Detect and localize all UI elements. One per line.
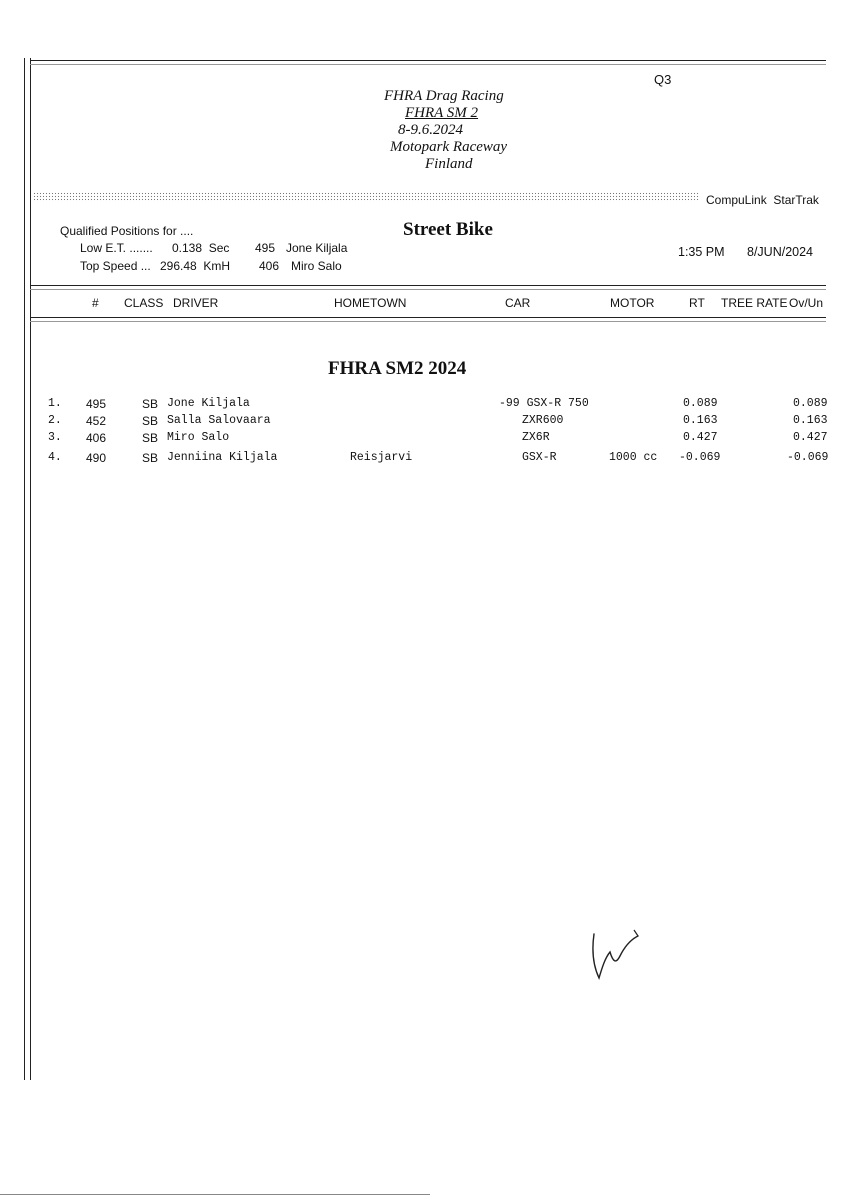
row-driver: Jone Kiljala	[167, 397, 250, 410]
row-ovun: 0.089	[793, 397, 828, 410]
col-header-hometown: HOMETOWN	[334, 296, 407, 310]
top-speed-driver: Miro Salo	[291, 259, 342, 273]
header-rule-bottom	[30, 317, 826, 318]
session-label: Q3	[654, 72, 672, 87]
top-speed-value: 296.48 KmH	[160, 259, 231, 273]
signature-mark	[586, 928, 646, 988]
row-driver: Salla Salovaara	[167, 414, 271, 427]
row-car: -99 GSX-R 750	[499, 397, 589, 410]
row-car: ZXR600	[522, 414, 564, 427]
header-rule-top	[30, 285, 826, 286]
dotted-band	[33, 192, 699, 202]
col-header-driver: DRIVER	[173, 296, 219, 310]
event-line-3: 8-9.6.2024	[398, 122, 463, 138]
page-border-left-inner	[30, 58, 31, 1080]
row-driver: Jenniina Kiljala	[167, 451, 278, 464]
table-row	[0, 431, 848, 448]
col-header-rt: RT	[689, 296, 705, 310]
col-header-car: CAR	[505, 296, 531, 310]
row-ovun: 0.427	[793, 431, 828, 444]
page-border-top	[30, 60, 826, 61]
row-ovun: -0.069	[787, 451, 829, 464]
row-hometown: Reisjarvi	[350, 451, 413, 464]
top-speed-label: Top Speed ...	[80, 259, 151, 273]
row-class: SB	[142, 431, 159, 445]
page-border-top-2	[30, 64, 826, 65]
col-header-num: #	[92, 296, 99, 310]
row-rt: 0.089	[683, 397, 718, 410]
table-row	[0, 397, 848, 414]
col-header-tree-rate: TREE RATE	[721, 296, 788, 310]
low-et-driver: Jone Kiljala	[286, 241, 348, 255]
row-position: 2.	[48, 414, 62, 427]
bottom-edge-line	[0, 1194, 430, 1195]
table-row	[0, 414, 848, 431]
row-number: 495	[86, 397, 107, 411]
row-class: SB	[142, 397, 159, 411]
row-motor: 1000 cc	[609, 451, 658, 464]
col-header-motor: MOTOR	[610, 296, 655, 310]
report-time: 1:35 PM	[678, 245, 725, 259]
qualified-label: Qualified Positions for ....	[60, 224, 194, 238]
header-rule-bottom-2	[30, 321, 826, 322]
row-rt: 0.427	[683, 431, 718, 444]
top-speed-number: 406	[259, 259, 280, 273]
event-line-2: FHRA SM 2	[405, 105, 479, 121]
row-ovun: 0.163	[793, 414, 828, 427]
row-number: 406	[86, 431, 107, 445]
row-driver: Miro Salo	[167, 431, 230, 444]
header-rule-top-2	[30, 289, 826, 290]
page-border-left-outer	[24, 58, 25, 1080]
low-et-value: 0.138 Sec	[172, 241, 230, 255]
row-position: 3.	[48, 431, 62, 444]
class-title: Street Bike	[403, 219, 493, 240]
event-line-4: Motopark Raceway	[390, 139, 508, 155]
row-number: 490	[86, 451, 107, 465]
branding-label: CompuLink StarTrak	[706, 193, 819, 207]
event-title: FHRA SM2 2024	[328, 358, 467, 379]
event-line-5: Finland	[425, 156, 473, 172]
table-row	[0, 451, 848, 468]
low-et-number: 495	[255, 241, 276, 255]
row-rt: 0.163	[683, 414, 718, 427]
report-date: 8/JUN/2024	[747, 245, 814, 259]
row-class: SB	[142, 414, 159, 428]
row-class: SB	[142, 451, 159, 465]
col-header-ovun: Ov/Un	[789, 296, 824, 310]
row-car: GSX-R	[522, 451, 557, 464]
row-car: ZX6R	[522, 431, 550, 444]
row-number: 452	[86, 414, 107, 428]
low-et-label: Low E.T. .......	[80, 241, 153, 255]
row-position: 4.	[48, 451, 62, 464]
col-header-class: CLASS	[124, 296, 164, 310]
row-position: 1.	[48, 397, 62, 410]
row-rt: -0.069	[679, 451, 721, 464]
event-line-1: FHRA Drag Racing	[384, 88, 504, 104]
